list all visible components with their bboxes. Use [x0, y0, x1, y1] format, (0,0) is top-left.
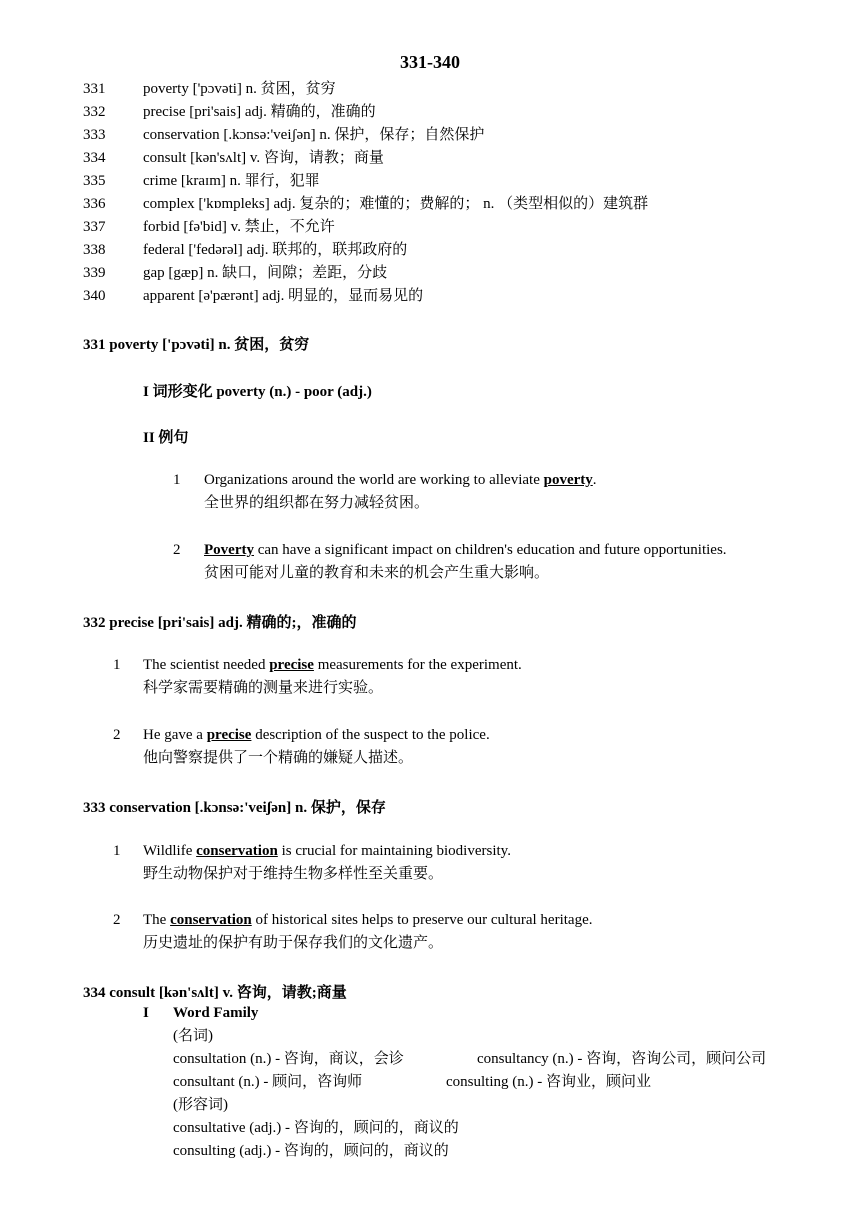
example-text: .: [592, 472, 597, 488]
example-chinese: 他向警察提供了一个精确的嫌疑人描述。: [143, 750, 414, 766]
word-list-item: [83, 285, 648, 308]
example-text: is crucial for maintaining biodiversity.: [277, 843, 511, 859]
word-entry: gap [gæp] n. 缺口，间隙；差距，分歧: [143, 265, 388, 281]
word-number: 333: [83, 127, 106, 143]
word-entry: complex ['kɒmpleks] adj. 复杂的；难懂的；费解的； n. （类型相似的）建筑群: [143, 196, 649, 212]
word-family-entry: consulting (adj.) - 咨询的，顾问的，商议的: [173, 1143, 449, 1159]
word-number: 332: [83, 104, 106, 120]
section-heading-consult: 334 consult [kən'sʌlt] v. 咨询，请教;商量: [83, 985, 347, 1001]
example-number: 1: [113, 657, 121, 673]
example-english: [204, 469, 597, 492]
adjective-label: (形容词): [173, 1097, 228, 1113]
word-list-item: [83, 216, 648, 239]
example-text: Organizations around the world are working to alleviate: [204, 472, 544, 488]
word-number: 334: [83, 150, 106, 166]
example-number: 1: [173, 472, 181, 488]
word-family-number: I: [143, 1005, 149, 1021]
word-entry: precise [pri'sais] adj. 精确的，准确的: [143, 104, 376, 120]
word-list-item: [83, 124, 648, 147]
section-heading-conservation: 333 conservation [.kɔnsə:'veiʃən] n. 保护，保存: [83, 800, 386, 816]
word-list-item: [83, 78, 648, 101]
example-english: [143, 909, 592, 932]
keyword: poverty: [543, 472, 593, 488]
word-entry: apparent [ə'pærənt] adj. 明显的，显而易见的: [143, 288, 424, 304]
example-text: Wildlife: [143, 843, 197, 859]
word-entry: federal ['fedərəl] adj. 联邦的，联邦政府的: [143, 242, 408, 258]
example-text: measurements for the experiment.: [313, 657, 522, 673]
keyword: conservation: [170, 912, 252, 928]
example-chinese: 野生动物保护对于维持生物多样性至关重要。: [143, 866, 444, 882]
word-number: 337: [83, 219, 106, 235]
example-english: [143, 724, 490, 747]
word-number: 340: [83, 288, 106, 304]
example-text: description of the suspect to the police.: [251, 727, 490, 743]
word-list-item: [83, 239, 648, 262]
word-entry: forbid [fə'bid] v. 禁止，不允许: [143, 219, 335, 235]
noun-label: (名词): [173, 1028, 213, 1044]
example-text: The scientist needed: [143, 657, 270, 673]
example-english: [143, 654, 522, 677]
word-number: 339: [83, 265, 106, 281]
word-entry: poverty ['pɔvəti] n. 贫困，贫穷: [143, 81, 336, 97]
example-number: 2: [113, 727, 121, 743]
example-number: 1: [113, 843, 121, 859]
example-number: 2: [173, 542, 181, 558]
example-chinese: 贫困可能对儿童的教育和未来的机会产生重大影响。: [204, 565, 550, 581]
word-family-entry: consultation (n.) - 咨询，商议，会诊: [173, 1051, 404, 1067]
example-text: of historical sites helps to preserve our cultural heritage.: [251, 912, 593, 928]
keyword: conservation: [196, 843, 278, 859]
examples-heading: II 例句: [143, 430, 189, 446]
word-entry: crime [kraɪm] n. 罪行，犯罪: [143, 173, 320, 189]
word-number: 331: [83, 81, 106, 97]
example-text: The: [143, 912, 171, 928]
word-number: 336: [83, 196, 106, 212]
word-family-entry: consultancy (n.) - 咨询，咨询公司，顾问公司: [477, 1051, 767, 1067]
word-family-title: Word Family: [173, 1005, 259, 1021]
section-heading-poverty: 331 poverty ['pɔvəti] n. 贫困，贫穷: [83, 337, 310, 353]
keyword: precise: [269, 657, 314, 673]
word-number: 338: [83, 242, 106, 258]
section-heading-precise: 332 precise [pri'sais] adj. 精确的;，准确的: [83, 615, 357, 631]
word-list-item: [83, 101, 648, 124]
word-family-entry: consultant (n.) - 顾问，咨询师: [173, 1074, 363, 1090]
example-chinese: 历史遗址的保护有助于保存我们的文化遗产。: [143, 935, 444, 951]
example-chinese: 科学家需要精确的测量来进行实验。: [143, 680, 384, 696]
example-text: He gave a: [143, 727, 207, 743]
word-entry: conservation [.kɔnsə:'veiʃən] n. 保护，保存；自然保护: [143, 127, 485, 143]
word-list: [83, 78, 648, 308]
keyword: precise: [206, 727, 252, 743]
word-list-item: [83, 193, 648, 216]
example-number: 2: [113, 912, 121, 928]
example-text: can have a significant impact on children's education and future opportunities.: [253, 542, 727, 558]
example-chinese: 全世界的组织都在努力减轻贫困。: [204, 495, 430, 511]
word-number: 335: [83, 173, 106, 189]
word-family-entry: consulting (n.) - 咨询业，顾问业: [446, 1074, 651, 1090]
example-english: [143, 840, 511, 863]
word-forms-heading: I 词形变化 poverty (n.) - poor (adj.): [143, 384, 372, 400]
word-family-entry: consultative (adj.) - 咨询的，顾问的，商议的: [173, 1120, 459, 1136]
page-title: 331-340: [400, 52, 460, 72]
keyword: Poverty: [204, 542, 254, 558]
word-list-item: [83, 147, 648, 170]
word-list-item: [83, 170, 648, 193]
example-english: [204, 539, 727, 562]
word-list-item: [83, 262, 648, 285]
word-entry: consult [kən'sʌlt] v. 咨询，请教；商量: [143, 150, 384, 166]
